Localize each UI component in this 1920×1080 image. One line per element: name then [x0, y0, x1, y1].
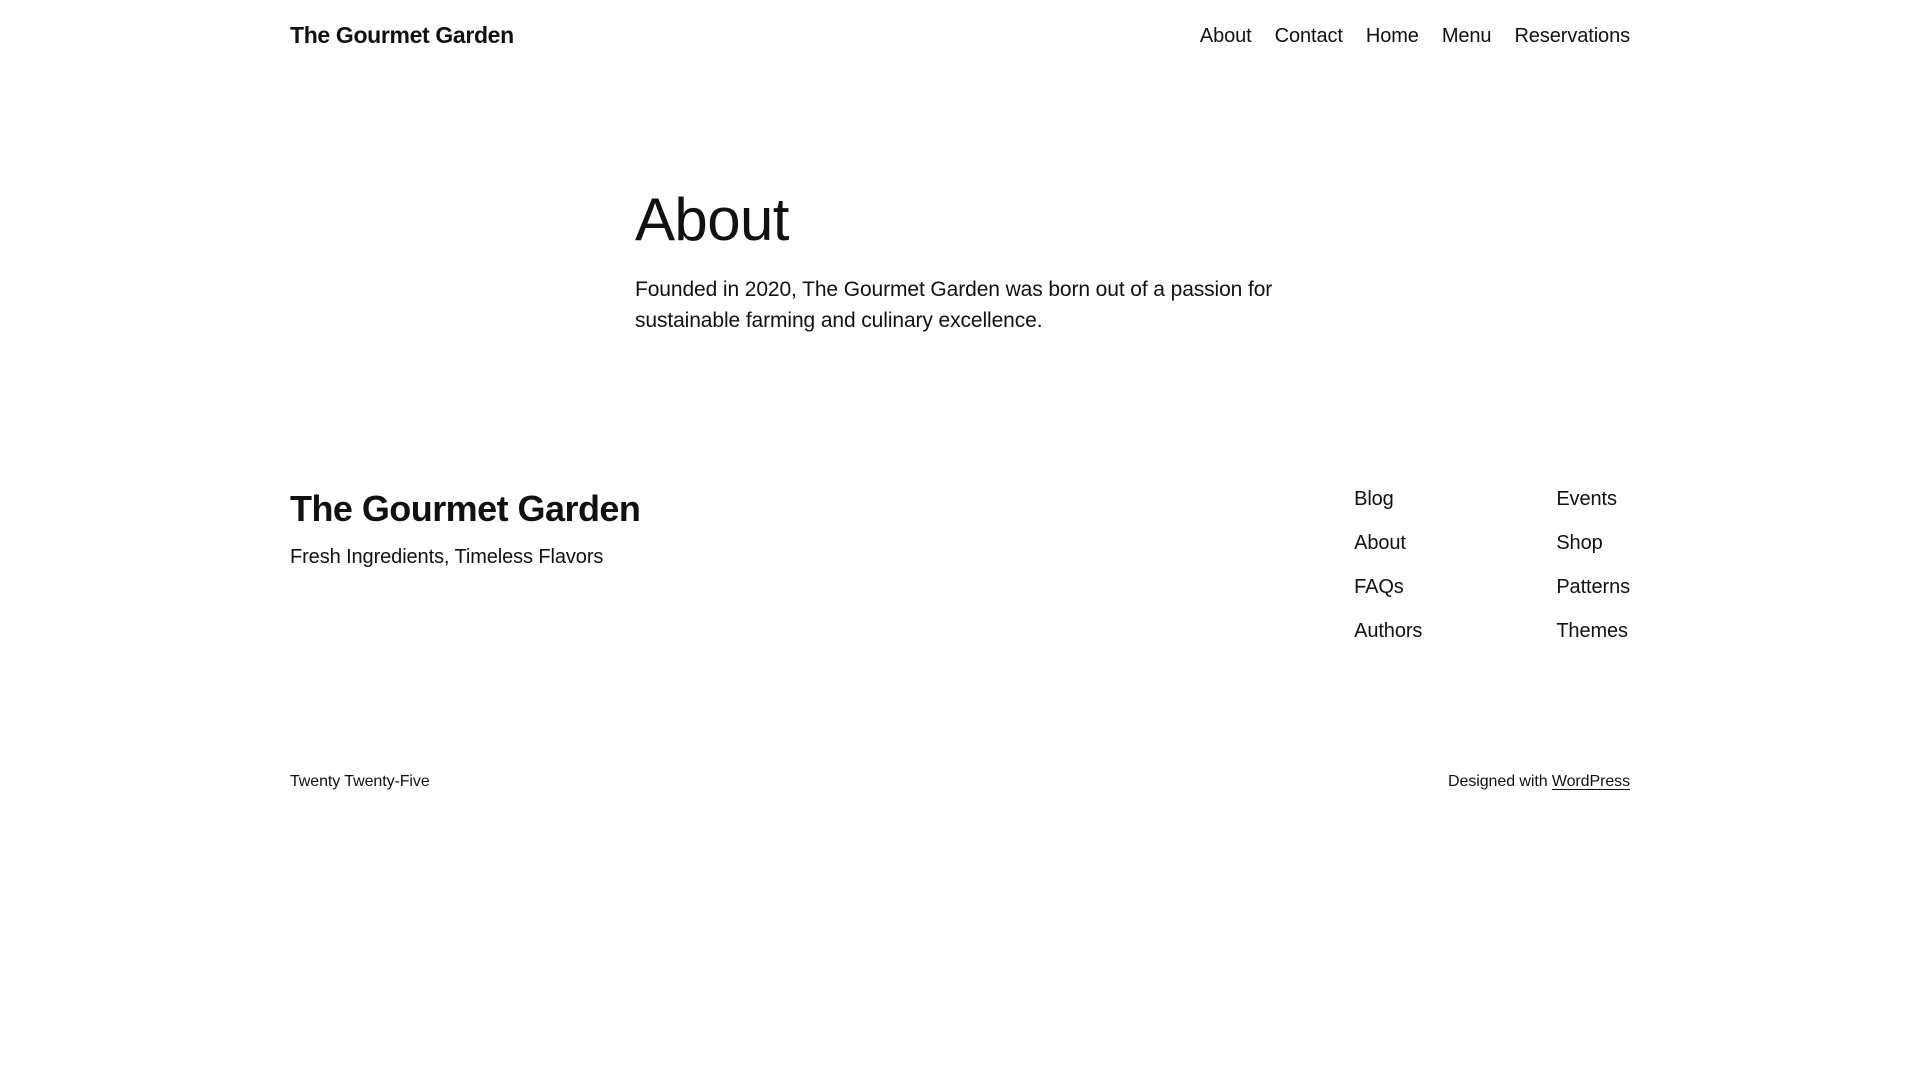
page-intro-text: Founded in 2020, The Gourmet Garden was born out of a passion for sustainable farming and culinary excellence. [635, 277, 1273, 333]
nav-item-contact[interactable]: Contact [1274, 24, 1343, 47]
site-header [290, 0, 1630, 50]
footer-link-themes[interactable]: Themes [1556, 619, 1628, 642]
footer-tagline: Fresh Ingredients, Timeless Flavors [290, 545, 604, 568]
site-footer [290, 487, 1630, 791]
footer-bottom-bar [290, 773, 1630, 791]
wordpress-link[interactable]: WordPress [1551, 772, 1630, 790]
nav-item-menu[interactable]: Menu [1441, 24, 1492, 47]
nav-item-about[interactable]: About [1199, 24, 1252, 47]
footer-link-shop[interactable]: Shop [1556, 531, 1603, 554]
footer-links-column-2 [1556, 489, 1630, 641]
site-title-link[interactable]: The Gourmet Garden [290, 22, 514, 48]
main-content [635, 184, 1285, 337]
page-title: About [635, 185, 789, 253]
nav-item-reservations[interactable]: Reservations [1514, 24, 1630, 47]
footer-link-blog[interactable]: Blog [1354, 487, 1394, 510]
footer-link-faqs[interactable]: FAQs [1354, 575, 1404, 598]
theme-credit-text: Twenty Twenty-Five [290, 772, 430, 790]
page-container [290, 0, 1630, 791]
footer-main [290, 487, 1630, 641]
footer-brand [290, 487, 640, 569]
footer-link-about[interactable]: About [1354, 531, 1406, 554]
designed-with-text [1448, 773, 1630, 791]
footer-link-events[interactable]: Events [1556, 487, 1617, 510]
designed-with-prefix: Designed with [1448, 772, 1552, 790]
footer-links-column-1 [1354, 489, 1422, 641]
nav-item-home[interactable]: Home [1365, 24, 1419, 47]
footer-link-patterns[interactable]: Patterns [1556, 575, 1630, 598]
main-navigation [1200, 24, 1630, 48]
footer-brand-title: The Gourmet Garden [290, 487, 641, 529]
footer-links [1354, 487, 1630, 641]
footer-link-authors[interactable]: Authors [1354, 619, 1423, 642]
